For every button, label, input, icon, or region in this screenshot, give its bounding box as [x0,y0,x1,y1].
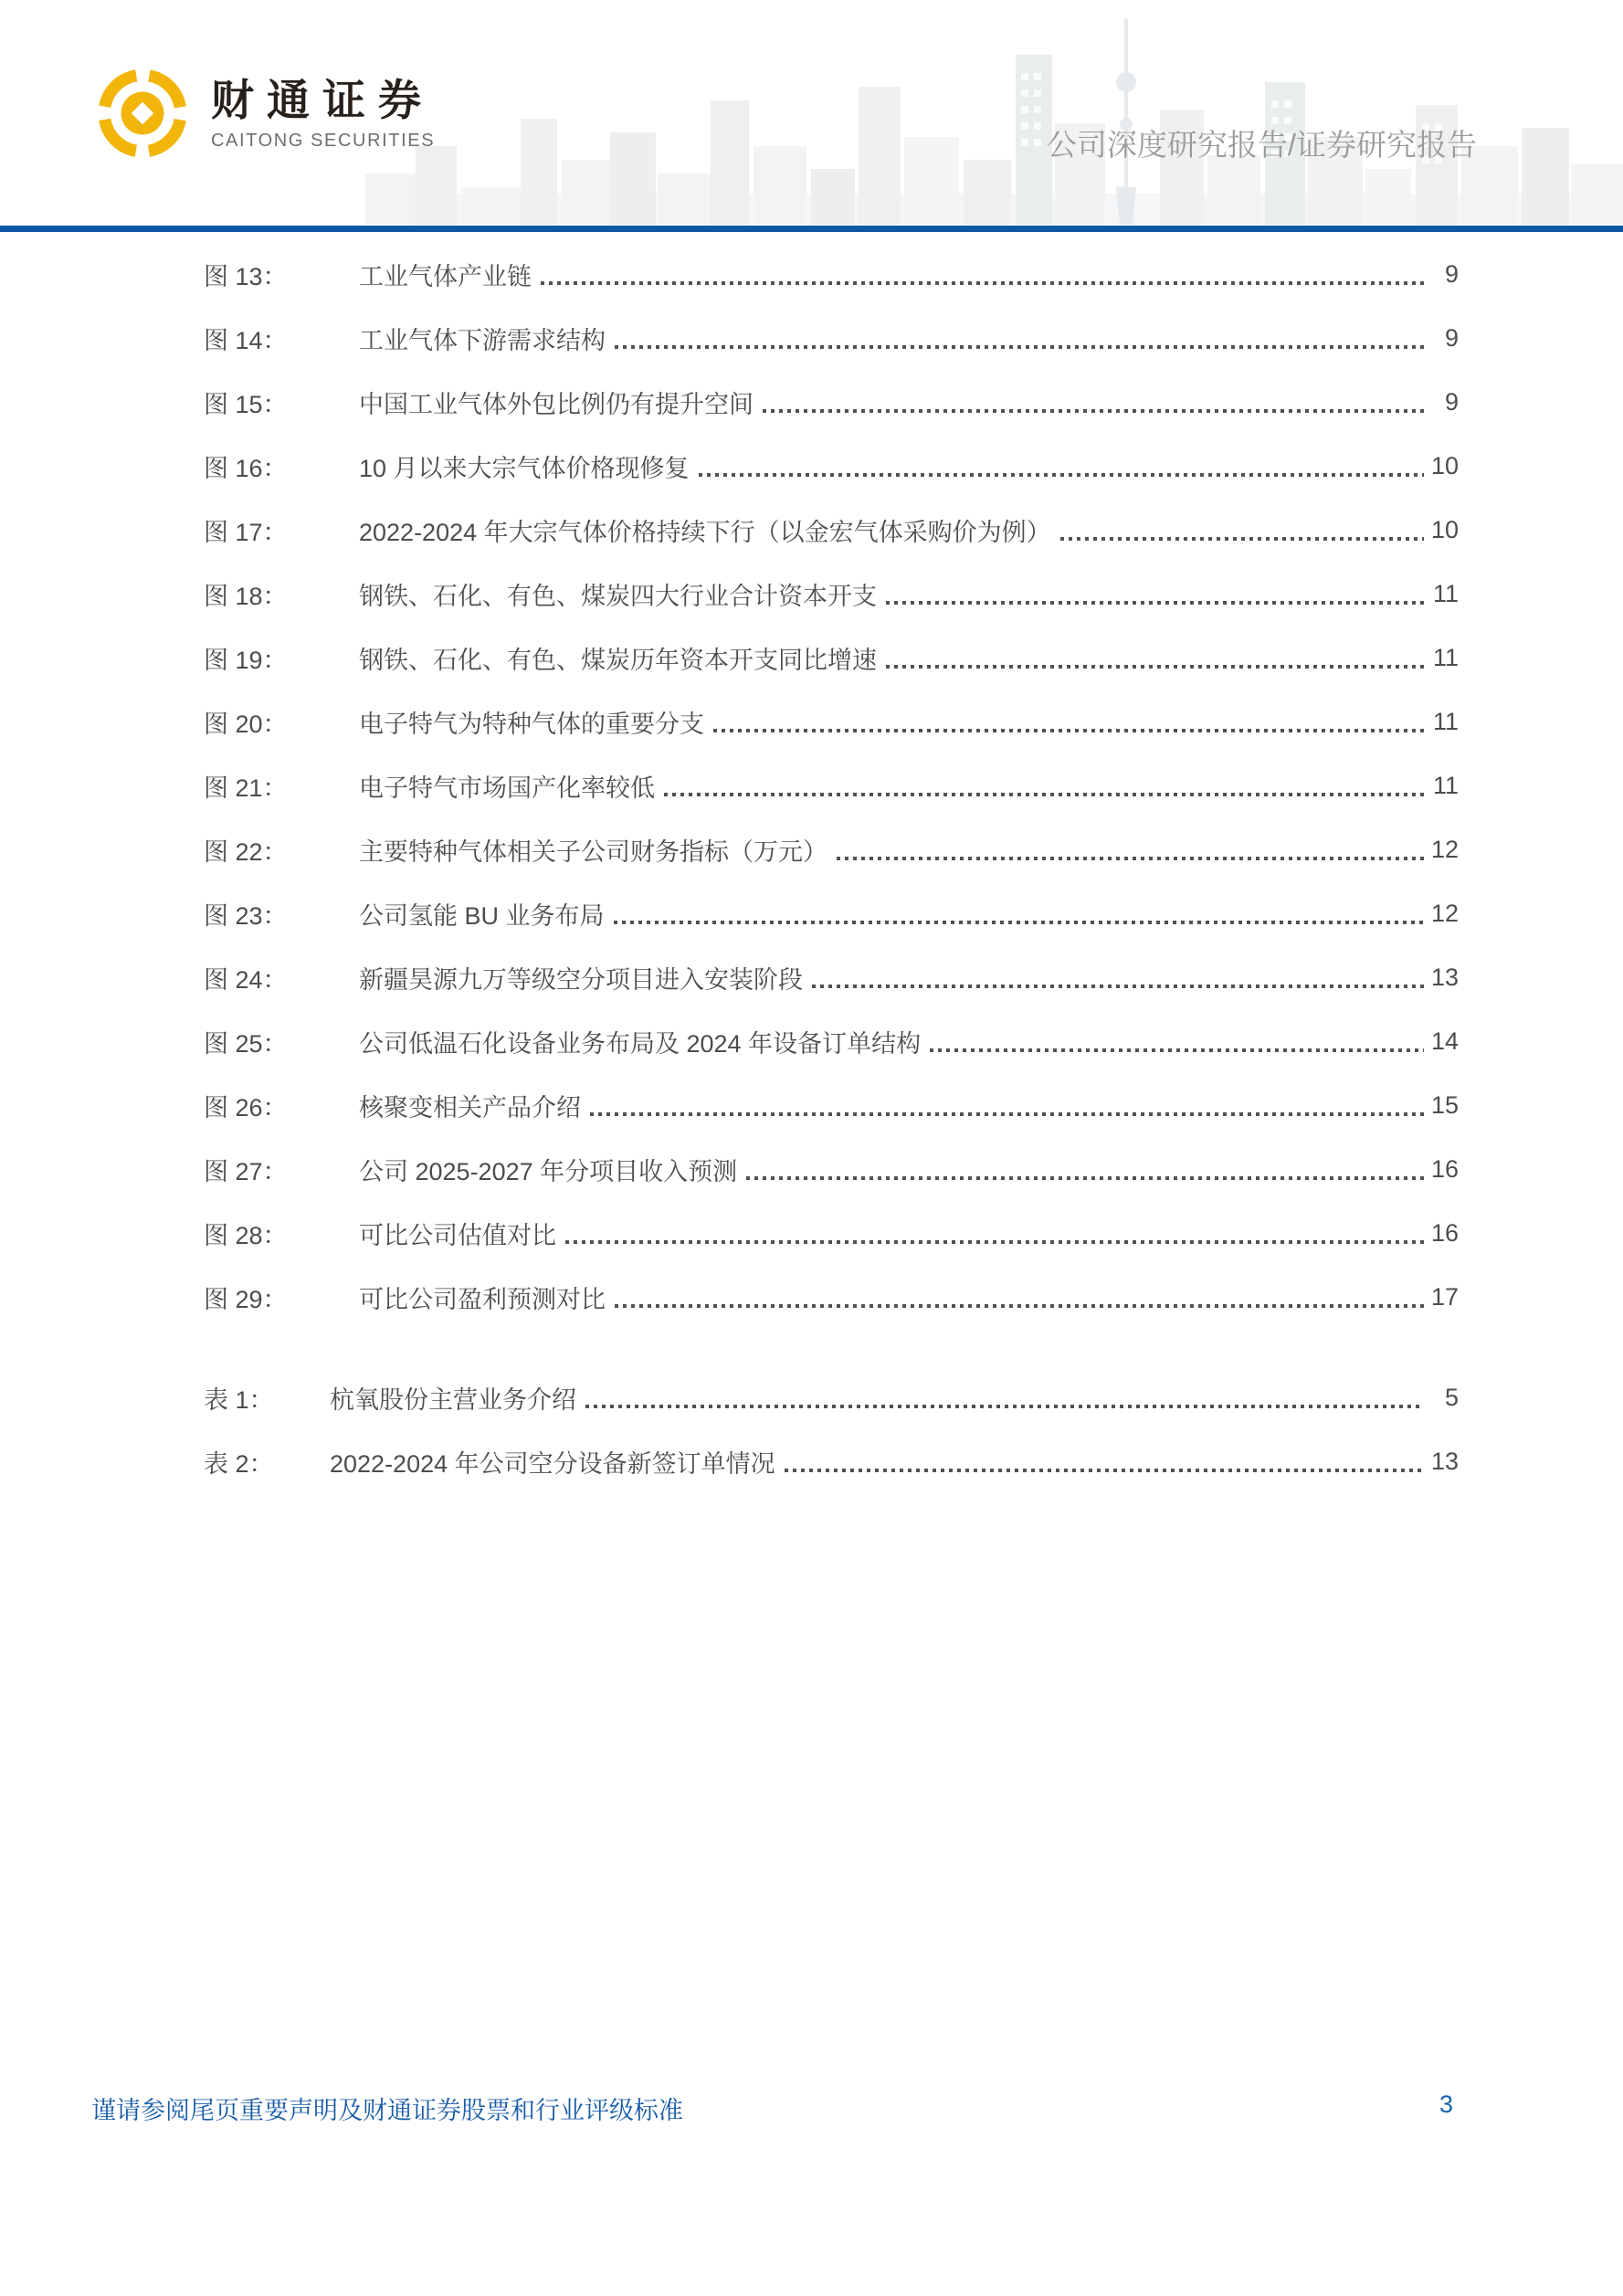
toc-entry-page: 11 [1432,707,1459,735]
toc-entry-title: 杭氧股份主营业务介绍 [330,1385,576,1414]
toc-entry[interactable] [204,242,1459,306]
toc-entry-page: 10 [1430,451,1459,479]
toc-entry[interactable] [204,753,1459,817]
toc-leader-dots-icon [886,665,1424,669]
caitong-coin-logo-icon [96,66,189,161]
toc-entry-label: 图 23： [204,901,288,930]
toc-entry-label: 图 19： [204,646,288,674]
toc-entry-page: 9 [1444,323,1459,352]
brand-logo [96,66,435,161]
toc-entry-page: 14 [1430,1027,1459,1055]
toc-leader-dots-icon [785,1469,1424,1472]
toc-entry[interactable] [204,434,1459,498]
toc-entry[interactable] [204,1365,1459,1429]
toc-entry[interactable] [204,1265,1459,1329]
footer-disclaimer: 谨请参阅尾页重要声明及财通证券股票和行业评级标准 [91,2097,683,2124]
toc-leader-dots-icon [565,1240,1424,1244]
toc-entry[interactable] [204,626,1459,690]
toc-entry-title: 可比公司盈利预测对比 [359,1285,606,1313]
toc-entry-title: 公司氢能 BU 业务布局 [359,901,605,930]
toc-entry[interactable] [204,690,1459,753]
toc-entry-label: 图 13： [204,262,288,290]
toc-entry[interactable] [204,1009,1459,1073]
toc-entry-label: 图 25： [204,1029,288,1058]
toc-entry-page: 13 [1430,963,1459,991]
toc-entry-title: 10 月以来大宗气体价格现修复 [359,454,690,482]
toc-entry-title: 钢铁、石化、有色、煤炭历年资本开支同比增速 [359,646,877,674]
toc-entry-title: 核聚变相关产品介绍 [359,1093,581,1122]
toc-entry-label: 图 24： [204,965,288,994]
toc-entry-page: 17 [1430,1282,1459,1311]
toc-entry-label: 图 21： [204,774,288,802]
toc-leader-dots-icon [930,1048,1424,1052]
toc-entry-page: 16 [1430,1154,1459,1183]
footer-page-number: 3 [1439,2091,1453,2118]
toc-entry-label: 表 1： [204,1385,274,1414]
toc-leader-dots-icon [664,793,1424,796]
toc-leader-dots-icon [614,921,1424,924]
report-type-label: 公司深度研究报告/证券研究报告 [1046,128,1477,162]
brand-name-cn: 财通证券 [211,76,434,124]
toc-entry-page: 11 [1432,579,1459,607]
toc-entry[interactable] [204,945,1459,1009]
toc-entry[interactable] [204,370,1459,434]
toc-entry-title: 钢铁、石化、有色、煤炭四大行业合计资本开支 [359,582,877,610]
toc-entry-label: 图 17： [204,518,288,546]
toc-leader-dots-icon [615,345,1424,349]
toc-figures-list [204,242,1459,1329]
toc-entry-title: 电子特气为特种气体的重要分支 [359,710,704,738]
toc-entry-label: 图 22： [204,837,288,866]
toc-entry-page: 12 [1430,899,1459,927]
toc-entry-label: 图 26： [204,1093,288,1122]
toc-leader-dots-icon [585,1405,1424,1408]
toc-entry-page: 9 [1444,387,1459,416]
toc-entry[interactable] [204,306,1459,370]
toc-entry-title: 电子特气市场国产化率较低 [359,774,655,802]
toc-entry-page: 13 [1430,1447,1459,1475]
toc-leader-dots-icon [763,409,1424,413]
city-skyline-watermark-icon [365,0,1623,225]
toc-entry-label: 图 27： [204,1157,288,1185]
header-divider [0,226,1623,232]
toc-entry-title: 公司 2025-2027 年分项目收入预测 [359,1157,738,1185]
toc-entry-page: 15 [1430,1090,1459,1119]
toc-leader-dots-icon [541,281,1424,285]
toc-entry-label: 图 20： [204,710,288,738]
toc-leader-dots-icon [590,1112,1424,1116]
toc-entry[interactable] [204,562,1459,626]
brand-text [211,66,435,152]
toc-entry-title: 新疆昊源九万等级空分项目进入安装阶段 [359,965,803,994]
toc-entry-page: 12 [1430,835,1459,863]
toc-entry-title: 2022-2024 年公司空分设备新签订单情况 [330,1449,775,1478]
toc-entry-title: 工业气体产业链 [359,262,532,290]
toc-entry[interactable] [204,1429,1459,1493]
toc-entry[interactable] [204,1073,1459,1137]
toc-entry-label: 图 29： [204,1285,288,1313]
toc-entry-label: 图 28： [204,1221,288,1249]
toc-entry-label: 图 15： [204,390,288,418]
toc-entry-title: 公司低温石化设备业务布局及 2024 年设备订单结构 [359,1029,922,1058]
toc-entry-label: 图 18： [204,582,288,610]
toc-leader-dots-icon [713,729,1424,732]
toc-entry-title: 中国工业气体外包比例仍有提升空间 [359,390,754,418]
toc-entry-label: 表 2： [204,1449,274,1478]
toc-leader-dots-icon [615,1304,1424,1308]
toc-entry-page: 11 [1432,771,1459,799]
brand-name-en: CAITONG SECURITIES [211,131,436,151]
toc-entry-page: 11 [1432,643,1459,671]
toc-entry-label: 图 16： [204,454,288,482]
toc-entry-title: 主要特种气体相关子公司财务指标（万元） [359,837,827,866]
toc-leader-dots-icon [746,1176,1424,1180]
toc [204,242,1459,1493]
toc-leader-dots-icon [699,473,1424,477]
toc-entry[interactable] [204,817,1459,881]
toc-entry[interactable] [204,498,1459,562]
toc-entry[interactable] [204,881,1459,945]
toc-leader-dots-icon [812,985,1424,988]
toc-entry-title: 工业气体下游需求结构 [359,326,606,354]
toc-entry[interactable] [204,1137,1459,1201]
toc-entry-page: 9 [1444,259,1459,288]
toc-leader-dots-icon [886,601,1424,605]
toc-leader-dots-icon [1060,537,1424,541]
toc-entry-title: 可比公司估值对比 [359,1221,556,1249]
toc-entry-label: 图 14： [204,326,288,354]
toc-entry-page: 10 [1430,515,1459,543]
toc-entry-title: 2022-2024 年大宗气体价格持续下行（以金宏气体采购价为例） [359,518,1051,546]
toc-entry[interactable] [204,1201,1459,1265]
toc-entry-page: 5 [1444,1383,1459,1411]
toc-leader-dots-icon [837,857,1424,860]
toc-entry-page: 16 [1430,1218,1459,1247]
toc-tables-list [204,1365,1459,1493]
